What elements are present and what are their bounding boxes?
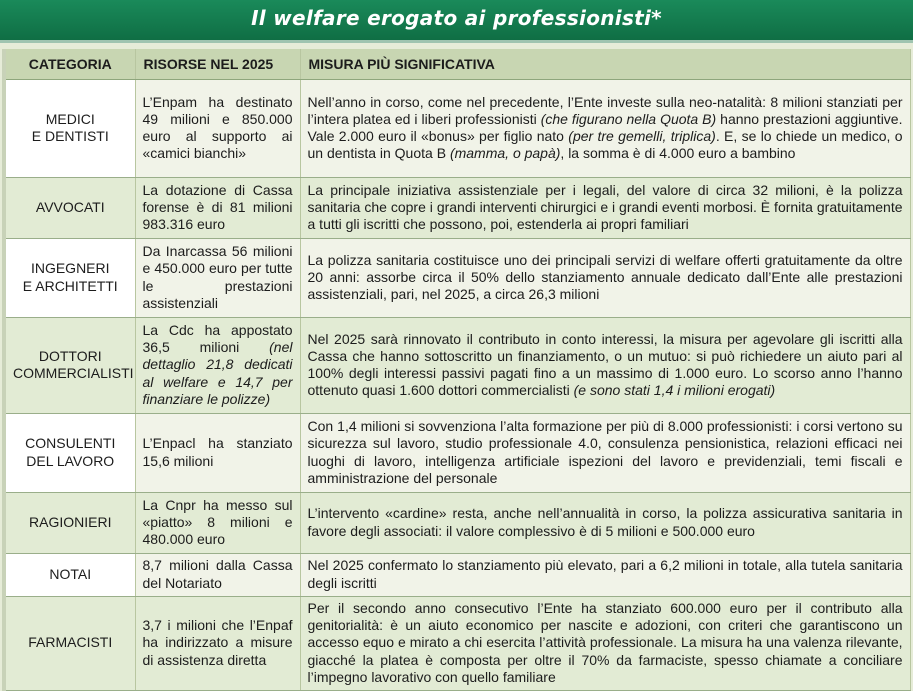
categoria-cell [4, 413, 135, 492]
categoria-cell [4, 492, 135, 553]
text-segment: La principale iniziativa assistenziale per i legali, del valore di circa 32 milioni, è la polizza sanitaria che copre i grandi interventi chirurgici e i grandi eventi morbosi. È fornita gratuitamente a tutti gli iscritti che possono, poi, estenderla ai propri familiari [307, 181, 903, 233]
text-segment: Nel 2025 sarà rinnovato il contributo in conto interessi, la misura per agevolare gli iscritti alla Cassa che hanno sottoscritto un finanziamento, o un mutuo: si può richiedere un aiuto pari al 100% degli interessi passivi pagati fino a un massimo di 1.000 euro. Lo scorso anno l’hanno ottenuto quasi 1.600 dottori commercialisti [307, 330, 903, 399]
categoria-line-2: COMMERCIALISTI [13, 365, 134, 381]
header-misura: MISURA PIÙ SIGNIFICATIVA [300, 49, 910, 79]
categoria-line-1: NOTAI [49, 565, 92, 582]
welfare-table [2, 49, 911, 691]
categoria-line-1: INGEGNERI [30, 260, 110, 277]
risorse-cell: Da Inarcassa 56 milioni e 450.000 euro per tutte le prestazioni assistenziali [135, 238, 300, 317]
risorse-cell: La dotazione di Cassa forense è di 81 milioni 983.316 euro [135, 177, 300, 238]
misura-cell [300, 492, 910, 553]
categoria-line-1: RAGIONIERI [29, 513, 112, 530]
text-segment: Per il secondo anno consecutivo l’Ente ha stanziato 600.000 euro per il contributo alla genitorialità: è un aiuto economico per nascite e adozioni, con criteri che garantiscono un accesso equo e mirato a chi esercita l’attività professionale. La misura ha una valenza rilevante, giacché la platea è composta per oltre il 70% da farmaciste, spesso chiamate a conciliare l’impegno lavorativo con quello familiare [307, 599, 903, 685]
misura-cell [300, 238, 910, 317]
categoria-line-2: E DENTISTI [31, 128, 109, 144]
categoria-line-1: FARMACISTI [28, 634, 113, 651]
categoria-line-1: MEDICI [45, 110, 95, 127]
risorse-cell [135, 317, 300, 413]
risorse-cell: La Cnpr ha messo sul «piatto» 8 milioni e 480.000 euro [135, 492, 300, 553]
title-bar [0, 0, 913, 43]
categoria-cell [4, 553, 135, 596]
table-row [4, 238, 910, 317]
misura-cell [300, 79, 910, 177]
misura-cell [300, 596, 910, 690]
misura-cell [300, 177, 910, 238]
table-row [4, 492, 910, 553]
categoria-line-2: E ARCHITETTI [22, 277, 118, 294]
categoria-cell [4, 177, 135, 238]
misura-cell [300, 413, 910, 492]
categoria-cell [4, 238, 135, 317]
risorse-cell: 3,7 i milioni che l’Enpaf ha indirizzato a misure di assistenza diretta [135, 596, 300, 690]
text-segment: La polizza sanitaria costituisce uno dei principali servizi di welfare offerti gratuitamente da oltre 20 anni: assorbe circa il 50% dello stanziamento annuale dedicato dall’Ente alle prestazioni assistenziali, pari, nel 2025, a circa 26,3 milioni [307, 251, 903, 303]
text-segment: Con 1,4 milioni si sovvenziona l’alta formazione per più di 8.000 professionisti: i corsi vertono su sicurezza sul lavoro, studio professionale 4.0, consulenza pensionistica, relazioni efficaci nei luoghi di lavoro, intelligenza artificiale ispezioni del lavoro e previdenziali, temi fiscali e amministrazione del personale [307, 418, 903, 486]
text-segment: , la somma è di 4.000 euro a bambino [560, 145, 796, 162]
misura-cell [300, 553, 910, 596]
italic-text: (che figurano nella Quota B) [540, 110, 717, 127]
categoria-cell [4, 596, 135, 690]
italic-text: (e sono stati 1,4 i milioni erogati) [573, 382, 776, 399]
text-segment: Nell’anno in corso, come nel precedente, l’Ente investe sulla neo-natalità: 8 milioni stanziati per l’intera platea ed i liberi professionisti [307, 93, 903, 127]
text-segment: L’intervento «cardine» resta, anche nell’annualità in corso, la polizza assicurativa sanitaria in favore degli associati: il valore complessivo è di 5 milioni e 500.000 euro [307, 505, 903, 539]
table-row [4, 553, 910, 596]
misura-cell [300, 317, 910, 413]
text-segment: Nel 2025 confermato lo stanziamento più elevato, pari a 6,2 milioni in totale, alla tutela sanitaria degli iscritti [307, 557, 903, 591]
page-title: Il welfare erogato ai professionisti* [251, 6, 662, 30]
text-segment: hanno prestazioni aggiuntive. Vale 2.000 euro il «bonus» per figlio nato [307, 110, 903, 144]
table-row [4, 79, 910, 177]
risorse-cell: L’Enpam ha destinato 49 milioni e 850.000 euro al supporto ai «camici bianchi» [135, 79, 300, 177]
table-row [4, 317, 910, 413]
risorse-cell: 8,7 milioni dalla Cassa del Notariato [135, 553, 300, 596]
italic-text: (nel dettaglio 21,8 dedicati al welfare e 14,7 per finanziare le polizze) [142, 339, 293, 407]
categoria-cell [4, 317, 135, 413]
categoria-line-1: DOTTORI [38, 347, 102, 364]
header-risorse: RISORSE NEL 2025 [135, 49, 300, 79]
italic-text: (mamma, o papà) [449, 145, 561, 162]
table-row [4, 177, 910, 238]
categoria-line-1: AVVOCATI [35, 198, 105, 215]
table-row [4, 413, 910, 492]
risorse-cell: L’Enpacl ha stanziato 15,6 milioni [135, 413, 300, 492]
italic-text: (per tre gemelli, triplica) [568, 128, 716, 144]
text-segment: La Cdc ha appostato 36,5 milioni [142, 321, 293, 356]
table-row [4, 596, 910, 690]
categoria-cell [4, 79, 135, 177]
header-categoria: CATEGORIA [4, 49, 135, 79]
categoria-line-2: DEL LAVORO [26, 452, 115, 469]
categoria-line-1: CONSULENTI [25, 435, 116, 452]
header-row [4, 49, 910, 79]
text-segment: . E, se lo chiede un medico, o un dentista in Quota B [307, 128, 903, 162]
